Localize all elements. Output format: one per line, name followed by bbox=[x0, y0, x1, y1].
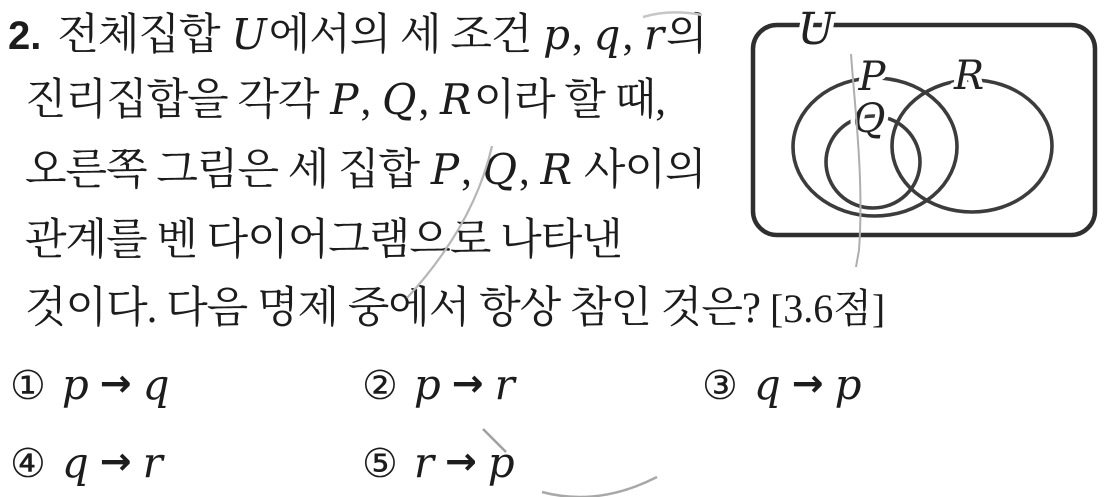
text-run: 전체집합 bbox=[57, 12, 230, 59]
text-run: , bbox=[519, 147, 539, 194]
math-var: p bbox=[834, 360, 862, 409]
choice-1 bbox=[10, 358, 171, 422]
arrow-icon: → bbox=[791, 361, 824, 405]
scan-artifact-bottom-curve bbox=[542, 477, 657, 497]
arrow-icon: → bbox=[451, 361, 484, 405]
question-line-5 bbox=[25, 280, 885, 347]
math-var: p bbox=[61, 360, 89, 409]
text-run: 이라 할 때, bbox=[473, 77, 666, 124]
math-var: p bbox=[413, 360, 441, 409]
arrow-icon: → bbox=[99, 439, 132, 483]
choice-number: ⑤ bbox=[362, 441, 398, 487]
math-var: R bbox=[540, 145, 573, 194]
text-run: 에서의 세 조건 bbox=[268, 12, 542, 59]
choice-number: ④ bbox=[10, 441, 46, 487]
math-var: r bbox=[494, 360, 515, 409]
text-run: 것이다. 다음 명제 중에서 항상 참인 것은? bbox=[25, 285, 760, 332]
question-line-1 bbox=[8, 6, 707, 74]
text-run: 사이의 bbox=[574, 147, 706, 194]
math-var: p bbox=[543, 10, 571, 59]
question-number: 2. bbox=[8, 14, 42, 58]
text-run: 관계를 벤 다이어그램으로 나타낸 bbox=[25, 217, 622, 264]
math-var: Q bbox=[482, 145, 518, 194]
math-var: q bbox=[61, 438, 89, 487]
math-var: P bbox=[330, 75, 359, 124]
question-line-2 bbox=[25, 71, 665, 139]
math-var: R bbox=[439, 75, 472, 124]
universe-label: U bbox=[797, 4, 835, 55]
math-var: Q bbox=[382, 75, 417, 124]
math-var: q bbox=[593, 10, 621, 59]
choice-2 bbox=[362, 358, 517, 422]
choice-5 bbox=[362, 436, 517, 497]
math-var: U bbox=[231, 10, 267, 59]
text-run: , bbox=[622, 12, 642, 59]
question-line-3 bbox=[25, 141, 706, 209]
text-run: 의 bbox=[666, 12, 707, 59]
math-var: r bbox=[413, 438, 434, 487]
text-run: , bbox=[418, 77, 438, 124]
choice-number: ② bbox=[362, 363, 398, 409]
choice-3 bbox=[702, 358, 863, 422]
venn-diagram bbox=[740, 0, 1115, 270]
arrow-icon: → bbox=[99, 361, 132, 405]
points-badge: [3.6점] bbox=[769, 286, 886, 331]
set-q-label: Q bbox=[852, 96, 886, 142]
math-var: p bbox=[487, 438, 515, 487]
math-var: q bbox=[753, 360, 781, 409]
question-line-4 bbox=[25, 212, 622, 279]
arrow-icon: → bbox=[444, 439, 477, 483]
math-var: r bbox=[142, 438, 163, 487]
text-run: 진리집합을 각각 bbox=[25, 77, 329, 124]
text-run: , bbox=[461, 147, 481, 194]
text-run: , bbox=[572, 12, 592, 59]
set-r-label: R bbox=[953, 53, 985, 99]
math-var: P bbox=[430, 145, 460, 194]
text-run: , bbox=[360, 77, 381, 124]
set-p-label: P bbox=[858, 54, 886, 100]
math-var: q bbox=[142, 360, 170, 409]
choice-number: ① bbox=[10, 363, 46, 409]
math-var: r bbox=[643, 10, 665, 59]
choice-4 bbox=[10, 436, 165, 497]
text-run: 오른쪽 그림은 세 집합 bbox=[25, 147, 429, 194]
choice-number: ③ bbox=[702, 363, 738, 409]
